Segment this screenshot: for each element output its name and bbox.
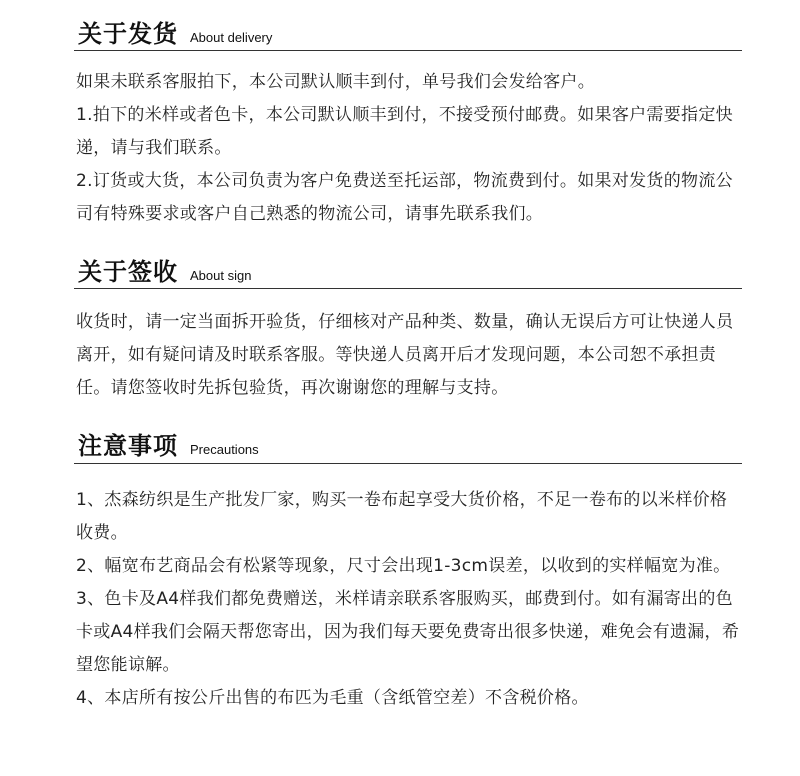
delivery-divider xyxy=(74,50,742,51)
precautions-body xyxy=(76,484,744,715)
precautions-title-cn: 注意事项 xyxy=(78,432,178,460)
sign-title-cn: 关于签收 xyxy=(78,258,178,286)
precautions-item: 2、幅宽布艺商品会有松紧等现象，尺寸会出现1-3cm误差，以收到的实样幅宽为准。 xyxy=(76,556,731,576)
delivery-paragraph: 2.订货或大货，本公司负责为客户免费送至托运部，物流费到付。如果对发货的物流公司有特殊要求或客户自己熟悉的物流公司，请事先联系我们。 xyxy=(76,171,733,224)
precautions-item: 4、本店所有按公斤出售的布匹为毛重（含纸管空差）不含税价格。 xyxy=(76,688,589,708)
sign-title-en: About sign xyxy=(190,268,252,283)
precautions-heading xyxy=(78,426,259,461)
delivery-body xyxy=(76,66,744,231)
precautions-divider xyxy=(74,463,742,464)
delivery-title-cn: 关于发货 xyxy=(78,20,178,48)
delivery-paragraph: 1.拍下的米样或者色卡，本公司默认顺丰到付，不接受预付邮费。如果客户需要指定快递，请与我们联系。 xyxy=(76,105,733,158)
sign-paragraph: 收货时，请一定当面拆开验货，仔细核对产品种类、数量，确认无误后方可让快递人员离开，如有疑问请及时联系客服。等快递人员离开后才发现问题，本公司恕不承担责任。请您签收时先拆包验货，再次谢谢您的理解与支持。 xyxy=(76,312,734,398)
delivery-paragraph: 如果未联系客服拍下，本公司默认顺丰到付，单号我们会发给客户。 xyxy=(76,72,595,92)
delivery-title-en: About delivery xyxy=(190,30,273,45)
precautions-title-en: Precautions xyxy=(190,442,259,457)
sign-heading xyxy=(78,252,251,287)
delivery-heading xyxy=(78,14,272,49)
sign-body xyxy=(76,306,744,405)
precautions-item: 1、杰森纺织是生产批发厂家，购买一卷布起享受大货价格，不足一卷布的以米样价格收费。 xyxy=(76,490,728,543)
sign-divider xyxy=(74,288,742,289)
precautions-item: 3、色卡及A4样我们都免费赠送，米样请亲联系客服购买，邮费到付。如有漏寄出的色卡或A4样我们会隔天帮您寄出，因为我们每天要免费寄出很多快递，难免会有遗漏，希望您能谅解。 xyxy=(76,589,740,675)
